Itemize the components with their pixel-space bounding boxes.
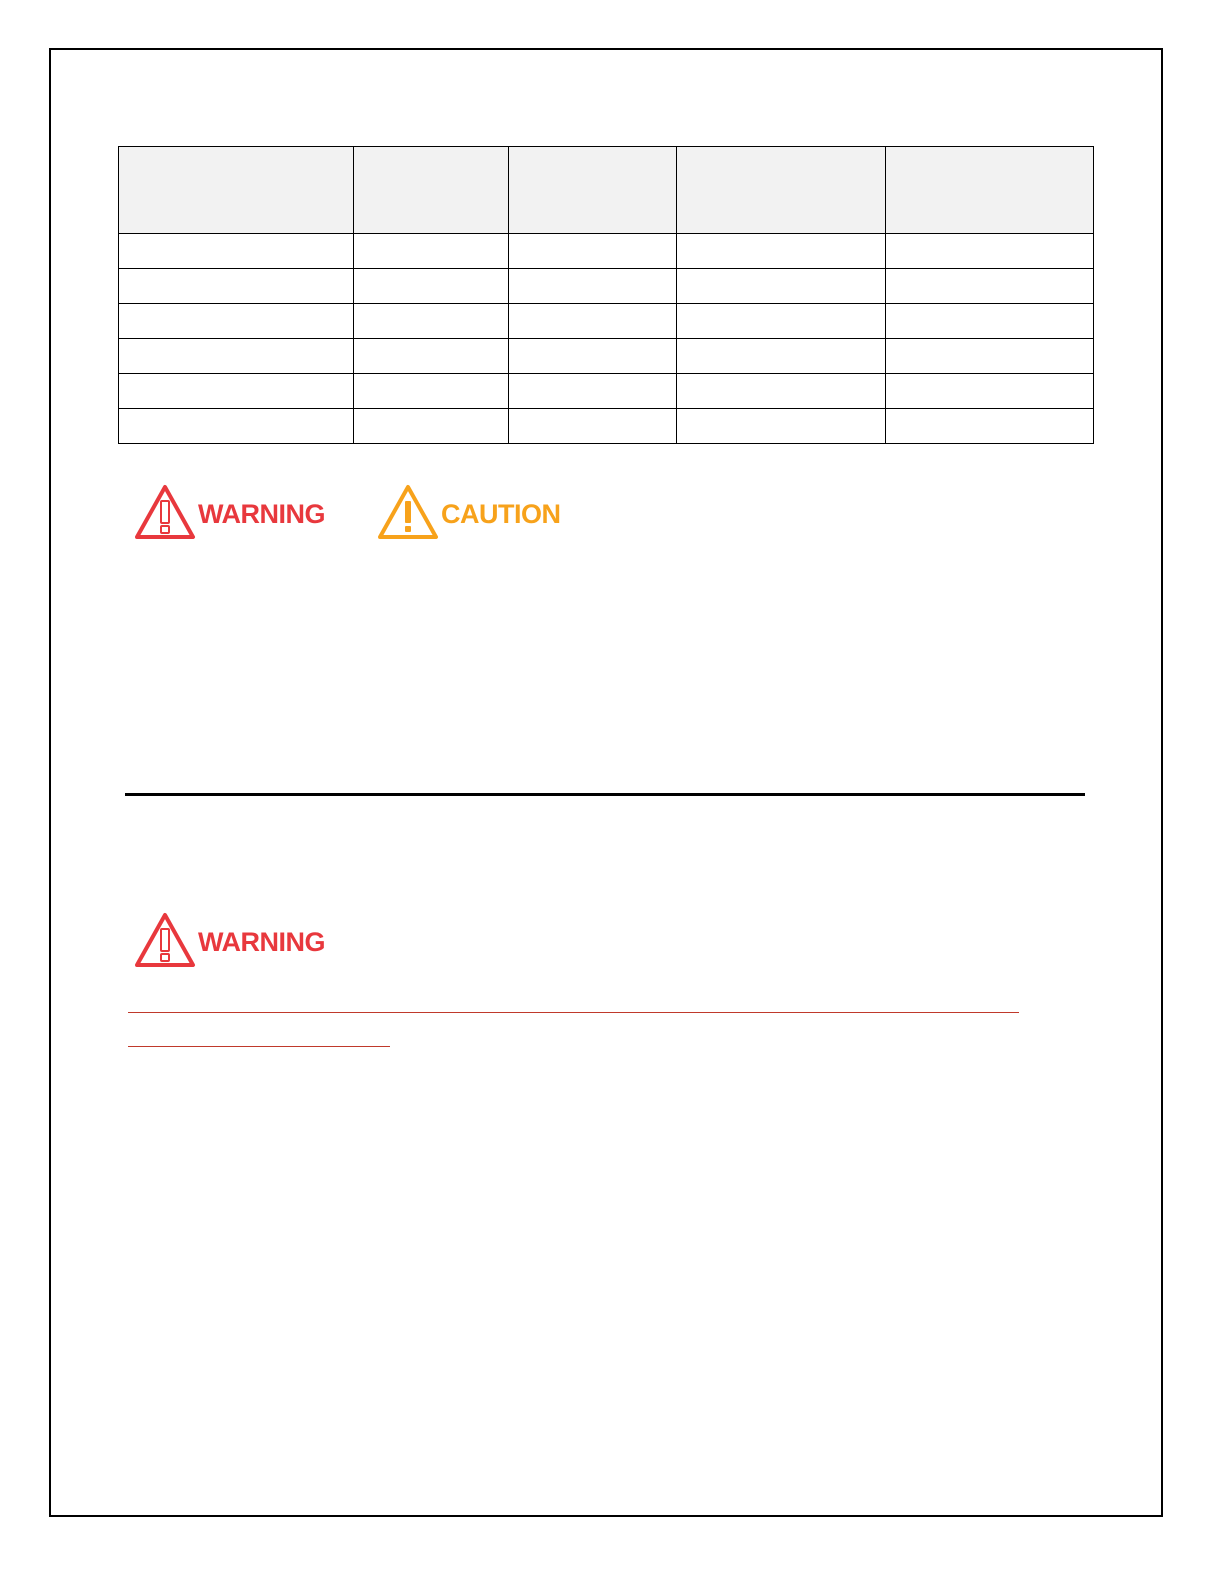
table-cell (354, 374, 509, 409)
table-cell (509, 234, 677, 269)
table-cell (119, 304, 354, 339)
table-header-cell (119, 147, 354, 234)
table-header-cell (509, 147, 677, 234)
warning-symbol (133, 911, 325, 969)
table-cell (886, 304, 1094, 339)
table-cell (509, 409, 677, 444)
table-cell (354, 409, 509, 444)
table-row (119, 269, 1094, 304)
table-row (119, 234, 1094, 269)
table-row (119, 339, 1094, 374)
table-cell (886, 234, 1094, 269)
table-row (119, 304, 1094, 339)
warning-symbol (133, 483, 325, 541)
table-header-cell (677, 147, 886, 234)
table-cell (354, 304, 509, 339)
table-cell (354, 339, 509, 374)
warning-text-underline (128, 1012, 1019, 1013)
table-cell (119, 374, 354, 409)
table-cell (119, 409, 354, 444)
table-cell (509, 304, 677, 339)
warning-triangle-icon (133, 911, 197, 969)
table-cell (677, 304, 886, 339)
table-cell (886, 339, 1094, 374)
table-row (119, 409, 1094, 444)
table-cell (677, 269, 886, 304)
table-cell (677, 339, 886, 374)
caution-triangle-icon (376, 483, 440, 541)
warning-label: WARNING (198, 499, 325, 529)
table-header-cell (354, 147, 509, 234)
warning-triangle-icon (133, 483, 197, 541)
table-cell (677, 234, 886, 269)
table-cell (677, 374, 886, 409)
table-cell (886, 374, 1094, 409)
table-cell (119, 339, 354, 374)
table-cell (354, 269, 509, 304)
table-cell (886, 269, 1094, 304)
section-divider (125, 793, 1085, 796)
table-cell (354, 234, 509, 269)
table-row (119, 374, 1094, 409)
table-cell (119, 269, 354, 304)
table-cell (509, 339, 677, 374)
table-cell (509, 269, 677, 304)
table-header-cell (886, 147, 1094, 234)
caution-symbol (376, 483, 561, 541)
table-cell (119, 234, 354, 269)
table-cell (886, 409, 1094, 444)
table-header-row (119, 147, 1094, 234)
table-cell (509, 374, 677, 409)
warning-label: WARNING (198, 927, 325, 957)
warning-text-underline (128, 1046, 390, 1047)
specification-table (118, 146, 1094, 444)
caution-label: CAUTION (441, 499, 561, 529)
table-cell (677, 409, 886, 444)
